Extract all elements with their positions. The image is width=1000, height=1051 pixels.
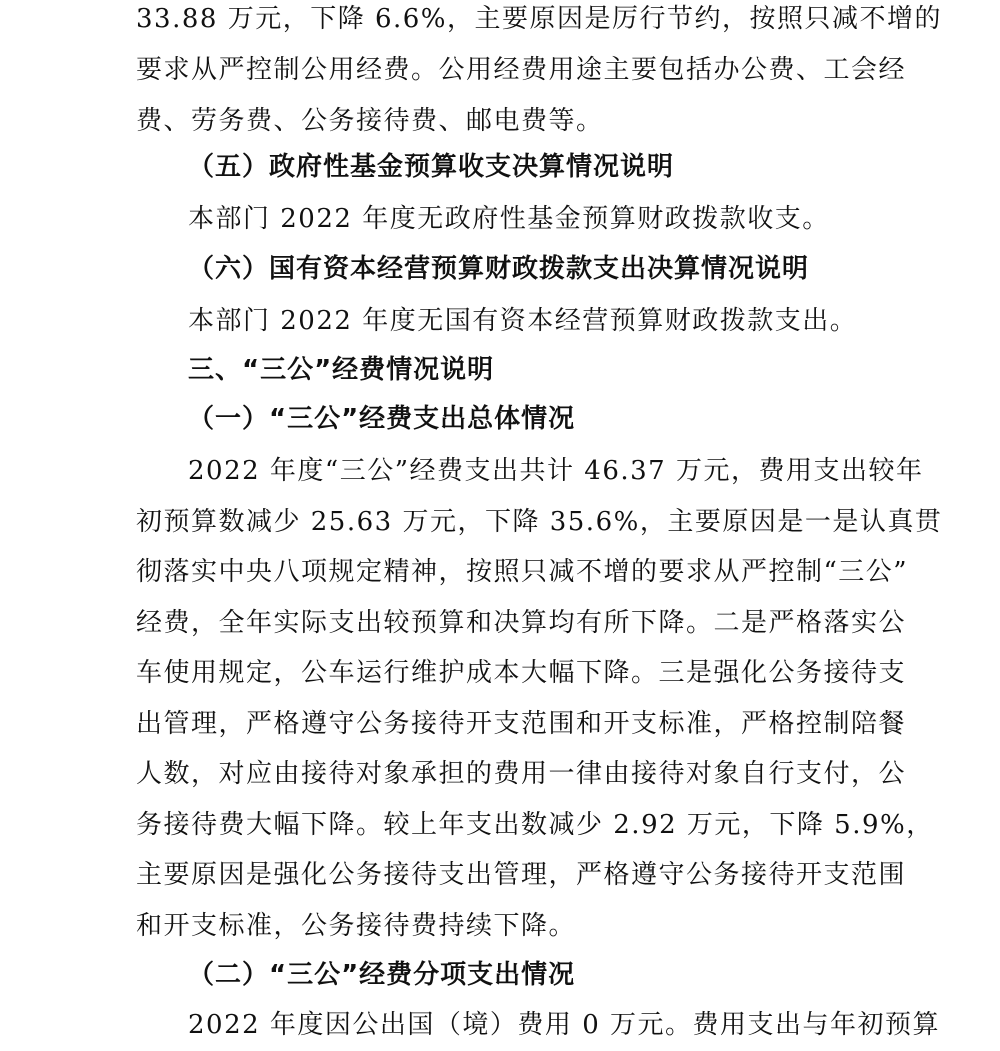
body-text-line: 2022 年度因公出国（境）费用 0 万元。费用支出与年初预算 [188, 1010, 941, 1040]
body-text-line: 和开支标准，公务接待费持续下降。 [136, 911, 577, 941]
body-text-line: 33.88 万元，下降 6.6%，主要原因是厉行节约，按照只减不增的 [136, 4, 943, 34]
body-text-line: 经费，全年实际支出较预算和决算均有所下降。二是严格落实公 [136, 608, 907, 638]
body-text-line: 本部门 2022 年度无政府性基金预算财政拨款收支。 [188, 204, 830, 234]
body-text-line: 车使用规定，公车运行维护成本大幅下降。三是强化公务接待支 [136, 658, 907, 688]
subsection-heading-one: （一）“三公”经费支出总体情况 [188, 404, 576, 434]
chapter-heading-three: 三、“三公”经费情况说明 [188, 355, 495, 385]
subsection-heading-two: （二）“三公”经费分项支出情况 [188, 960, 576, 990]
body-text-line: 本部门 2022 年度无国有资本经营预算财政拨款支出。 [188, 306, 858, 336]
body-text-line: 人数，对应由接待对象承担的费用一律由接待对象自行支付，公 [136, 759, 907, 789]
body-text-line: 要求从严控制公用经费。公用经费用途主要包括办公费、工会经 [136, 55, 907, 85]
body-text-line: 2022 年度“三公”经费支出共计 46.37 万元，费用支出较年 [188, 456, 924, 486]
body-text-line: 主要原因是强化公务接待支出管理，严格遵守公务接待开支范围 [136, 860, 907, 890]
body-text-line: 初预算数减少 25.63 万元，下降 35.6%，主要原因是一是认真贯 [136, 507, 943, 537]
section-heading-five: （五）政府性基金预算收支决算情况说明 [188, 152, 675, 182]
body-text-line: 彻落实中央八项规定精神，按照只减不增的要求从严控制“三公” [136, 557, 909, 587]
body-text-line: 出管理，严格遵守公务接待开支范围和开支标准，严格控制陪餐 [136, 709, 907, 739]
body-text-line: 费、劳务费、公务接待费、邮电费等。 [136, 106, 604, 136]
body-text-line: 务接待费大幅下降。较上年支出数减少 2.92 万元，下降 5.9%， [136, 810, 934, 840]
section-heading-six: （六）国有资本经营预算财政拨款支出决算情况说明 [188, 254, 810, 284]
